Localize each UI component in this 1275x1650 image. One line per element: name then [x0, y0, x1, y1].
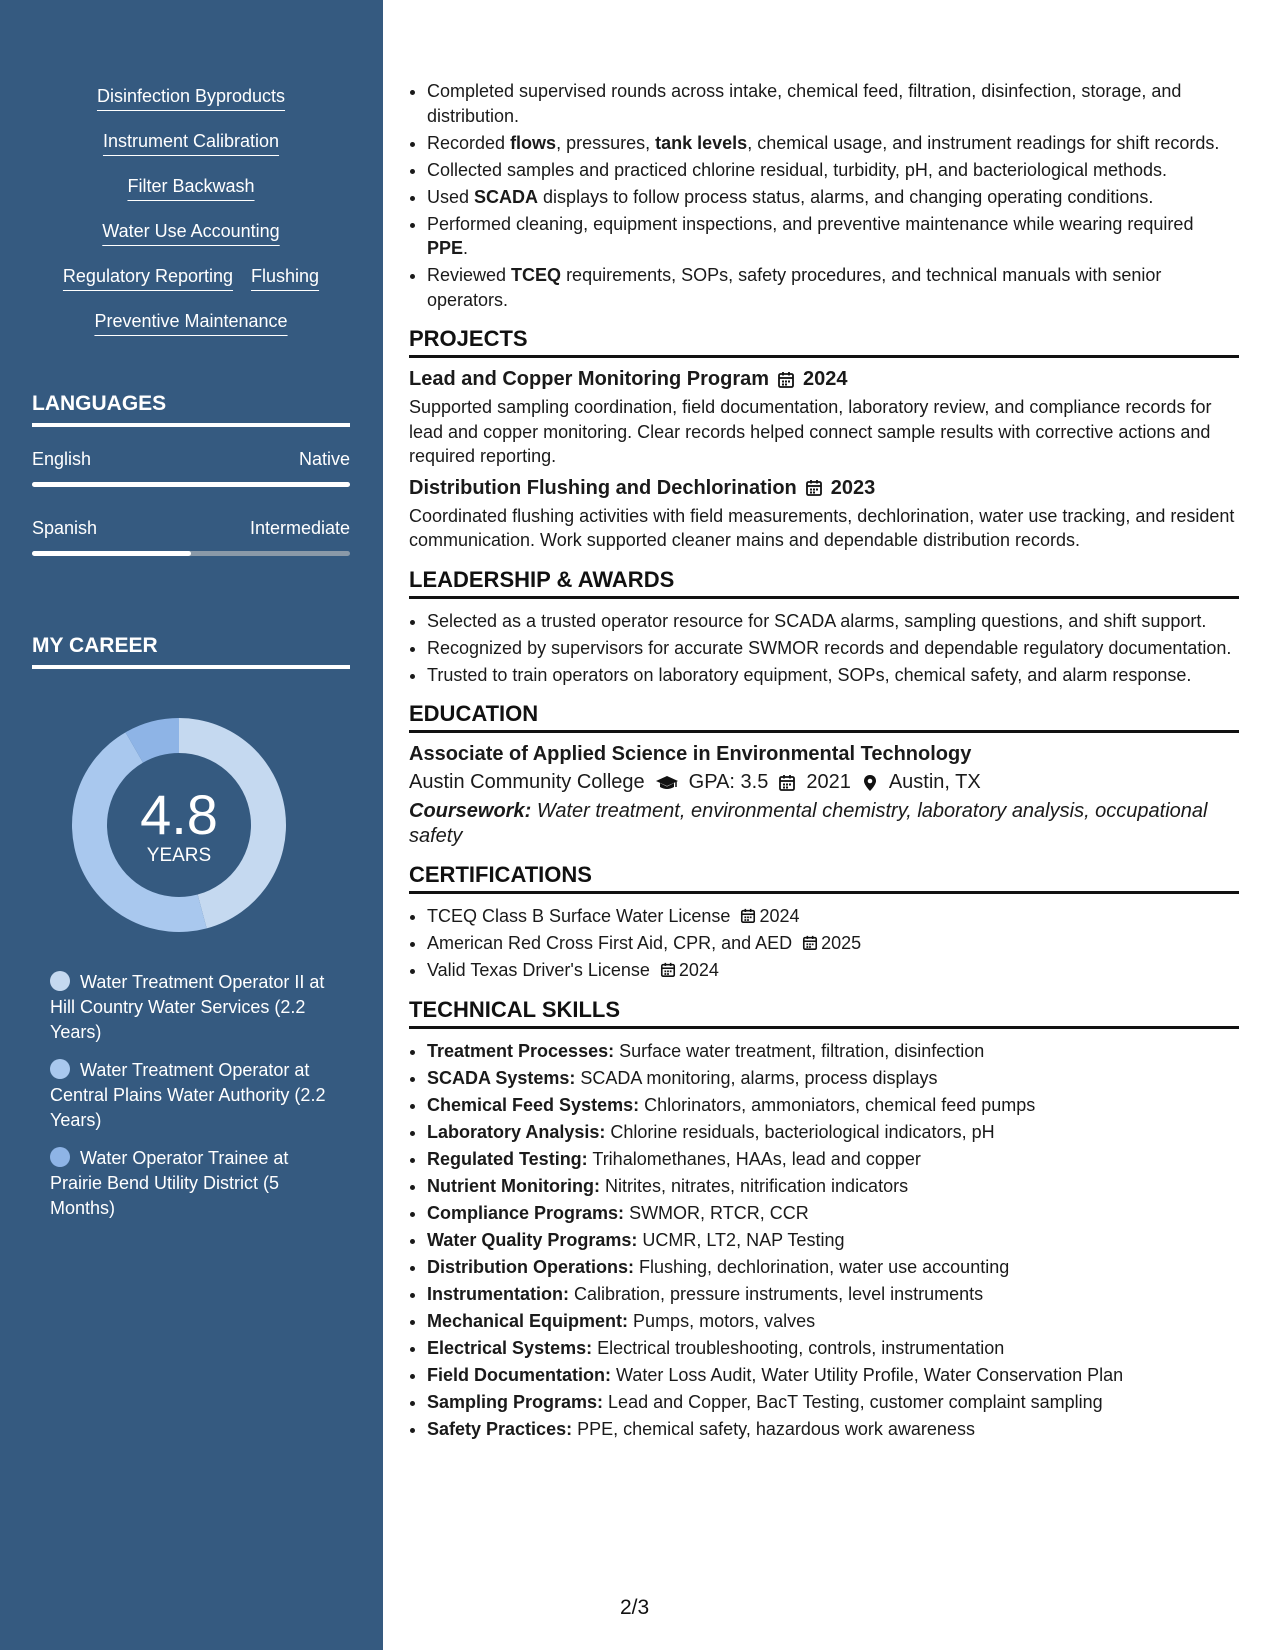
- list-item: • Recorded flows, pressures, tank levels, chemical usage, and instrument readings for shift records.: [427, 131, 1239, 156]
- skill-row: [32, 266, 350, 311]
- coursework-label: Coursework:: [409, 800, 532, 822]
- sidebar: [0, 0, 383, 1650]
- project-year: 2023: [830, 476, 876, 499]
- project-year: 2024: [803, 368, 848, 390]
- skill-tag: Preventive Maintenance: [94, 311, 288, 331]
- certification-year: 2024: [678, 960, 719, 980]
- skill-label: SCADA Systems:: [427, 1067, 576, 1088]
- page-number: 2/3: [620, 1596, 650, 1619]
- skill-label: Water Quality Programs:: [427, 1229, 638, 1250]
- career-item-text: Water Operator Trainee at Prairie Bend Utility District (5 Months): [50, 1148, 289, 1218]
- project: [409, 368, 1239, 469]
- skill-label: Mechanical Equipment:: [427, 1310, 629, 1331]
- degree-title: Associate of Applied Science in Environmental Technology: [409, 743, 972, 765]
- language-bar: [32, 551, 350, 556]
- skill-label: Chemical Feed Systems:: [427, 1094, 640, 1115]
- calendar-icon: [778, 774, 796, 792]
- gpa: GPA: 3.5: [688, 771, 769, 793]
- project-title: Distribution Flushing and Dechlorination: [409, 476, 797, 499]
- graduation-year: 2021: [806, 771, 851, 793]
- education-heading: EDUCATION: [409, 701, 1239, 733]
- skill-tag: Filter Backwash: [127, 176, 255, 196]
- list-item: [427, 1282, 1239, 1307]
- list-item: • Performed cleaning, equipment inspections, and preventive maintenance while wearing required PPE.: [427, 212, 1239, 261]
- list-item: [427, 1066, 1239, 1091]
- project-title: Lead and Copper Monitoring Program: [409, 368, 770, 390]
- calendar-icon: [777, 371, 795, 389]
- list-item: [427, 1201, 1239, 1226]
- list-item: [427, 1255, 1239, 1280]
- list-item: [427, 1093, 1239, 1118]
- technical-skills-list: [409, 1039, 1239, 1442]
- skill-tag: Water Use Accounting: [102, 221, 280, 241]
- skill-value: Chlorine residuals, bacteriological indicators, pH: [605, 1121, 995, 1142]
- career-item-text: Water Treatment Operator II at Hill Country Water Services (2.2 Years): [50, 972, 325, 1042]
- list-item: • Used SCADA displays to follow process status, alarms, and changing operating conditions.: [427, 185, 1239, 210]
- skill-row: [32, 176, 350, 221]
- calendar-icon: [740, 908, 756, 924]
- calendar-icon: [805, 479, 823, 497]
- project: [409, 477, 1239, 553]
- career-item-text: Water Treatment Operator at Central Plains Water Authority (2.2 Years): [50, 1060, 326, 1130]
- skill-row: [32, 131, 350, 176]
- certifications-heading: CERTIFICATIONS: [409, 862, 1239, 894]
- project-description: Supported sampling coordination, field documentation, laboratory review, and compliance records for lead and copper monitoring. Clear records helped connect sample results with corrective actions and required reporting.: [409, 397, 1212, 466]
- list-item: • Trusted to train operators on laboratory equipment, SOPs, chemical safety, and alarm response.: [427, 663, 1239, 688]
- skill-label: Treatment Processes:: [427, 1040, 615, 1061]
- language-bar: [32, 482, 350, 487]
- experience-bullets: [409, 79, 1239, 312]
- career-dot-icon: [50, 1059, 70, 1079]
- school-location: Austin, TX: [888, 771, 981, 793]
- career-total-years: 4.8: [140, 783, 218, 846]
- skill-value: Surface water treatment, filtration, disinfection: [614, 1040, 985, 1061]
- skill-value: UCMR, LT2, NAP Testing: [637, 1229, 845, 1250]
- career-item: [50, 970, 330, 1045]
- skill-tag: Flushing: [251, 266, 320, 286]
- skill-value: Water Loss Audit, Water Utility Profile, Water Conservation Plan: [611, 1364, 1124, 1385]
- list-item: • Collected samples and practiced chlorine residual, turbidity, pH, and bacteriological methods.: [427, 158, 1239, 183]
- skill-value: Flushing, dechlorination, water use accounting: [634, 1256, 1010, 1277]
- career-dot-icon: [50, 1147, 70, 1167]
- technical-skills-heading: TECHNICAL SKILLS: [409, 997, 1239, 1029]
- language-bar-fill: [32, 482, 350, 487]
- school-name: Austin Community College: [409, 771, 645, 793]
- certification-name: TCEQ Class B Surface Water License: [427, 906, 731, 926]
- calendar-icon: [802, 935, 818, 951]
- career-item: [50, 1146, 330, 1221]
- list-item: • Selected as a trusted operator resource for SCADA alarms, sampling questions, and shift support.: [427, 609, 1239, 634]
- skill-label: Electrical Systems:: [427, 1337, 593, 1358]
- list-item: [427, 904, 1239, 929]
- list-item: [427, 1228, 1239, 1253]
- list-item: [427, 1039, 1239, 1064]
- skill-label: Nutrient Monitoring:: [427, 1175, 600, 1196]
- skill-label: Instrumentation:: [427, 1283, 569, 1304]
- project-description: Coordinated flushing activities with field measurements, dechlorination, water use tracking, and resident communication. Work supported cleaner mains and dependable distribution records.: [409, 505, 1235, 550]
- list-item: [427, 1417, 1239, 1442]
- skill-value: Nitrites, nitrates, nitrification indicators: [599, 1175, 909, 1196]
- skill-value: Electrical troubleshooting, controls, instrumentation: [592, 1337, 1005, 1358]
- list-item: • Recognized by supervisors for accurate SWMOR records and dependable regulatory documentation.: [427, 636, 1239, 661]
- skill-label: Sampling Programs:: [427, 1391, 604, 1412]
- language-name: Spanish: [32, 518, 98, 538]
- certification-name: American Red Cross First Aid, CPR, and AED: [427, 933, 793, 953]
- skill-label: Laboratory Analysis:: [427, 1121, 606, 1142]
- leadership-heading: LEADERSHIP & AWARDS: [409, 567, 1239, 599]
- skill-value: SWMOR, RTCR, CCR: [624, 1202, 809, 1223]
- career-heading: MY CAREER: [32, 634, 350, 669]
- language-level: Intermediate: [249, 518, 350, 538]
- graduation-cap-icon: [655, 774, 679, 792]
- career-dot-icon: [50, 971, 70, 991]
- projects-heading: PROJECTS: [409, 326, 1239, 358]
- skill-tags: [32, 86, 350, 356]
- skill-tag: Regulatory Reporting: [62, 266, 234, 286]
- certifications-list: [409, 904, 1239, 983]
- calendar-icon: [660, 962, 676, 978]
- language-spanish: [32, 518, 350, 556]
- list-item: [427, 1309, 1239, 1334]
- list-item: [427, 958, 1239, 983]
- skill-row: [32, 221, 350, 266]
- certification-year: 2025: [821, 933, 862, 953]
- certification-year: 2024: [759, 906, 800, 926]
- skill-value: Trihalomethanes, HAAs, lead and copper: [587, 1148, 921, 1169]
- language-bar-fill: [32, 551, 191, 556]
- skill-label: Safety Practices:: [427, 1418, 573, 1439]
- list-item: [427, 1120, 1239, 1145]
- location-pin-icon: [861, 774, 879, 792]
- skill-value: Lead and Copper, BacT Testing, customer complaint sampling: [603, 1391, 1103, 1412]
- list-item: [427, 1147, 1239, 1172]
- language-name: English: [32, 449, 92, 469]
- list-item: [427, 1390, 1239, 1415]
- skill-label: Regulated Testing:: [427, 1148, 588, 1169]
- skill-value: SCADA monitoring, alarms, process displays: [575, 1067, 938, 1088]
- skill-label: Distribution Operations:: [427, 1256, 634, 1277]
- language-level: Native: [298, 449, 350, 469]
- skill-tag: Instrument Calibration: [102, 131, 280, 151]
- main-content: [409, 0, 1239, 1444]
- skill-value: Chlorinators, ammoniators, chemical feed pumps: [639, 1094, 1036, 1115]
- career-item: [50, 1058, 330, 1133]
- skill-label: Compliance Programs:: [427, 1202, 625, 1223]
- skill-value: Pumps, motors, valves: [628, 1310, 816, 1331]
- languages-heading: LANGUAGES: [32, 392, 350, 427]
- education-details: [409, 771, 1239, 794]
- list-item: [427, 931, 1239, 956]
- skill-row: [32, 86, 350, 131]
- coursework: [409, 799, 1239, 848]
- language-english: [32, 449, 350, 487]
- list-item: • Completed supervised rounds across intake, chemical feed, filtration, disinfection, storage, and distribution.: [427, 79, 1239, 128]
- skill-tag: Disinfection Byproducts: [96, 86, 286, 106]
- career-unit: YEARS: [146, 845, 212, 866]
- coursework-text: Water treatment, environmental chemistry, laboratory analysis, occupational safety: [409, 800, 1208, 847]
- list-item: [427, 1174, 1239, 1199]
- skill-row: [32, 311, 350, 356]
- skill-value: PPE, chemical safety, hazardous work awareness: [572, 1418, 975, 1439]
- leadership-bullets: [409, 609, 1239, 688]
- list-item: • Reviewed TCEQ requirements, SOPs, safety procedures, and technical manuals with senior operators.: [427, 263, 1239, 312]
- skill-value: Calibration, pressure instruments, level instruments: [569, 1283, 984, 1304]
- list-item: [427, 1336, 1239, 1361]
- skill-label: Field Documentation:: [427, 1364, 611, 1385]
- list-item: [427, 1363, 1239, 1388]
- career-list: [50, 970, 330, 1234]
- certification-name: Valid Texas Driver's License: [427, 960, 650, 980]
